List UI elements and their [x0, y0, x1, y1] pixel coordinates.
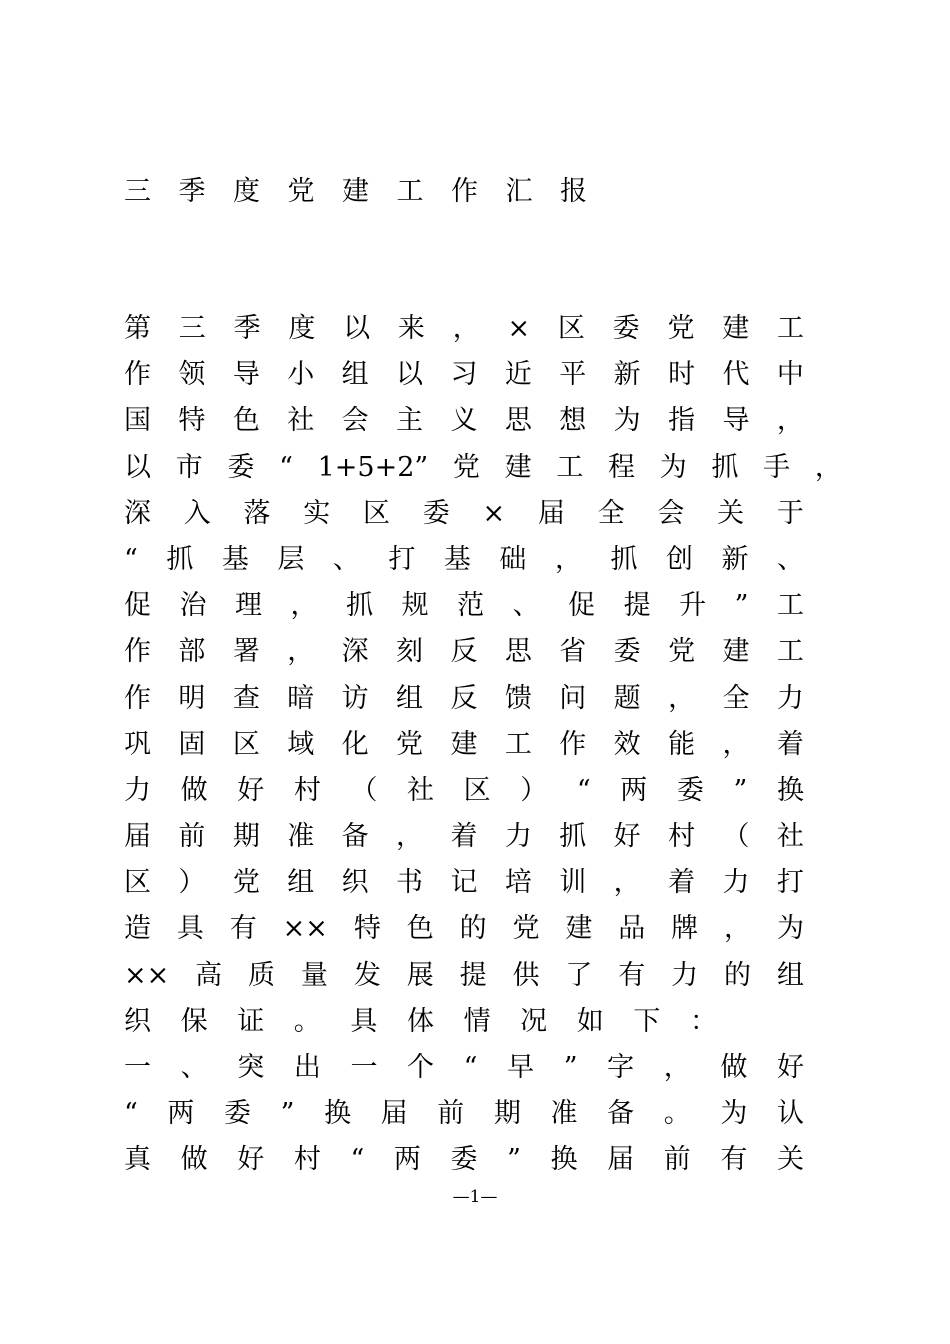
title-char: 作	[451, 176, 478, 207]
body-glyph: ，	[724, 913, 752, 945]
body-glyph: 色	[232, 405, 260, 437]
body-glyph: 做	[720, 1052, 748, 1083]
body-glyph: 力	[671, 959, 699, 991]
body-glyph: 量	[300, 959, 328, 991]
body-glyph: 织	[124, 1005, 151, 1037]
body-glyph: ，	[668, 682, 696, 714]
body-glyph: 为	[776, 913, 804, 945]
body-glyph: 工	[777, 590, 804, 622]
body-glyph: 义	[450, 405, 478, 437]
body-glyph: 促	[124, 590, 151, 622]
body-glyph: 做	[180, 774, 208, 806]
body-glyph: ，	[452, 313, 480, 344]
body-glyph: 况	[520, 1005, 548, 1037]
body-glyph: 作	[124, 359, 151, 391]
body-glyph: ）	[520, 774, 548, 806]
body-glyph: 发	[353, 959, 381, 991]
body-glyph: 访	[341, 682, 369, 714]
body-glyph: 工	[777, 313, 804, 344]
body-glyph: 化	[341, 728, 369, 760]
body-glyph: 真	[124, 1144, 151, 1176]
body-glyph: 届	[380, 1098, 408, 1130]
body-glyph: 造	[124, 913, 151, 945]
body-glyph: 工	[776, 636, 804, 668]
body-glyph: 供	[512, 959, 540, 991]
body-glyph: 导	[722, 405, 750, 437]
title-char: 三	[124, 176, 151, 207]
body-glyph: 暗	[287, 682, 315, 714]
body-glyph: 牌	[671, 913, 699, 945]
body-glyph: （	[350, 774, 378, 806]
body-glyph: 会	[657, 497, 685, 529]
body-glyph: 基	[221, 543, 249, 575]
body-glyph: 巩	[124, 728, 151, 760]
body-glyph: 领	[178, 359, 206, 391]
body-glyph: 想	[559, 405, 587, 437]
body-glyph: 培	[504, 867, 532, 899]
body-glyph: 党	[512, 913, 540, 945]
body-glyph: 区	[557, 313, 585, 344]
body-glyph: 1+5+2”	[317, 451, 429, 483]
body-glyph: 馈	[504, 682, 532, 714]
body-glyph: 具	[350, 1005, 378, 1037]
body-glyph: 着	[776, 728, 804, 760]
body-glyph: 一	[124, 1052, 151, 1083]
body-glyph: 会	[341, 405, 369, 437]
body-glyph: 深	[124, 497, 151, 529]
body-glyph: 导	[232, 359, 260, 391]
body-glyph: ×	[507, 313, 531, 344]
title-char: 报	[560, 176, 587, 207]
title-char: 度	[233, 176, 260, 207]
body-glyph: 问	[559, 682, 587, 714]
body-glyph: ，	[287, 636, 315, 668]
body-glyph: 着	[668, 867, 696, 899]
body-glyph: ”	[280, 1098, 295, 1130]
body-glyph: 。	[663, 1098, 691, 1130]
body-glyph: 思	[504, 405, 532, 437]
body-glyph: 组	[396, 682, 424, 714]
body-glyph: 村	[668, 821, 696, 853]
body-glyph: 国	[124, 405, 151, 437]
body-glyph: 抓	[610, 543, 638, 575]
body-glyph: 村	[293, 1144, 321, 1176]
body-glyph: 着	[450, 821, 478, 853]
body-glyph: 层	[277, 543, 305, 575]
body-glyph: 全	[722, 682, 750, 714]
body-glyph: 社	[407, 774, 435, 806]
body-glyph: 度	[288, 313, 316, 344]
body-glyph: 全	[597, 497, 625, 529]
body-glyph: 届	[537, 497, 565, 529]
body-glyph: 前	[437, 1098, 465, 1130]
body-glyph: ”	[507, 1144, 521, 1176]
body-glyph: 建	[722, 313, 750, 344]
body-glyph: 时	[668, 359, 696, 391]
body-glyph: 础	[499, 543, 527, 575]
body-glyph: 近	[504, 359, 532, 391]
body-glyph: 备	[341, 821, 369, 853]
body-glyph: 。	[293, 1005, 321, 1037]
body-glyph: 准	[287, 821, 315, 853]
body-glyph: 换	[324, 1098, 352, 1130]
body-glyph: 促	[568, 590, 596, 622]
body-glyph: ）	[178, 867, 206, 899]
body-glyph: 市	[175, 451, 203, 483]
body-glyph: 下	[633, 1005, 661, 1037]
body-glyph: 早	[507, 1052, 535, 1083]
body-glyph: 反	[450, 636, 478, 668]
body-line	[124, 1137, 804, 1183]
body-glyph: ，	[396, 821, 424, 853]
body-glyph: ：	[689, 1005, 717, 1037]
body-glyph: 、	[332, 543, 360, 575]
body-glyph: 期	[232, 821, 260, 853]
body-glyph: 作	[559, 728, 587, 760]
body-glyph: 以	[396, 359, 424, 391]
body-glyph: 小	[287, 359, 315, 391]
body-glyph: 固	[178, 728, 206, 760]
body-glyph: 保	[180, 1005, 208, 1037]
body-glyph: 升	[679, 590, 707, 622]
body-glyph: 一	[350, 1052, 378, 1083]
body-glyph: 指	[668, 405, 696, 437]
body-glyph: 两	[620, 774, 648, 806]
body-glyph: 委	[613, 636, 641, 668]
body-glyph: 组	[776, 959, 804, 991]
body-glyph: 区	[463, 774, 491, 806]
body-glyph: 质	[248, 959, 276, 991]
body-glyph: 好	[776, 1052, 804, 1083]
body-glyph: 委	[422, 497, 450, 529]
body-glyph: 抓	[166, 543, 194, 575]
body-glyph: 作	[124, 682, 151, 714]
body-glyph: 抓	[346, 590, 374, 622]
body-line	[124, 629, 804, 675]
body-glyph: 中	[776, 359, 804, 391]
body-glyph: 力	[776, 682, 804, 714]
body-glyph: 换	[550, 1144, 578, 1176]
body-line	[124, 676, 804, 722]
body-glyph: 有	[720, 1144, 748, 1176]
body-glyph: “	[576, 774, 591, 806]
body-glyph: “	[124, 543, 138, 575]
body-glyph: 为	[659, 451, 687, 483]
body-glyph: 提	[459, 959, 487, 991]
body-glyph: 认	[776, 1098, 804, 1130]
body-glyph: 党	[396, 728, 424, 760]
body-glyph: 于	[776, 497, 804, 529]
body-glyph: ，	[613, 867, 641, 899]
body-glyph: 手	[763, 451, 791, 483]
body-line	[124, 537, 804, 583]
body-glyph: 有	[618, 959, 646, 991]
body-glyph: ，	[722, 728, 750, 760]
body-glyph: 关	[776, 1144, 804, 1176]
body-glyph: 以	[124, 451, 151, 483]
body-glyph: 作	[124, 636, 151, 668]
body-glyph: 展	[406, 959, 434, 991]
body-glyph: ××	[124, 959, 170, 991]
body-glyph: 织	[341, 867, 369, 899]
body-glyph: 效	[613, 728, 641, 760]
body-glyph: 区	[124, 867, 151, 899]
body-glyph: 建	[504, 451, 532, 483]
body-glyph: （	[722, 821, 750, 853]
body-glyph: 社	[776, 821, 804, 853]
body-glyph: 打	[776, 867, 804, 899]
body-glyph: 前	[178, 821, 206, 853]
body-glyph: 两	[393, 1144, 421, 1176]
body-glyph: 社	[287, 405, 315, 437]
body-line	[124, 953, 804, 999]
body-glyph: 部	[178, 636, 206, 668]
body-glyph: ××	[282, 913, 328, 945]
body-glyph: 前	[663, 1144, 691, 1176]
body-glyph: 个	[407, 1052, 435, 1083]
body-glyph: 实	[303, 497, 331, 529]
body-glyph: 查	[232, 682, 260, 714]
body-glyph: 体	[406, 1005, 434, 1037]
body-glyph: 委	[450, 1144, 478, 1176]
body-glyph: 以	[343, 313, 371, 344]
document-body	[124, 306, 842, 1184]
body-glyph: 规	[401, 590, 429, 622]
title-char: 建	[342, 176, 369, 207]
body-glyph: 工	[556, 451, 584, 483]
body-glyph: 范	[457, 590, 485, 622]
body-line	[124, 722, 804, 768]
body-glyph: 区	[363, 497, 390, 529]
body-glyph: 关	[717, 497, 745, 529]
body-glyph: 治	[179, 590, 207, 622]
body-line	[124, 445, 842, 491]
body-glyph: ，	[776, 405, 804, 437]
body-glyph: 、	[180, 1052, 208, 1083]
body-glyph: 基	[443, 543, 471, 575]
body-glyph: 明	[178, 682, 206, 714]
body-glyph: 准	[550, 1098, 578, 1130]
body-glyph: 组	[287, 867, 315, 899]
body-glyph: 季	[233, 313, 261, 344]
body-glyph: ”	[733, 774, 748, 806]
body-line	[124, 906, 804, 952]
body-glyph: 建	[450, 728, 478, 760]
body-glyph: 委	[612, 313, 640, 344]
body-glyph: 打	[388, 543, 416, 575]
body-glyph: 三	[178, 313, 206, 344]
body-glyph: 力	[722, 867, 750, 899]
body-glyph: 反	[450, 682, 478, 714]
body-glyph: 村	[293, 774, 321, 806]
body-glyph: 理	[235, 590, 263, 622]
body-glyph: 具	[176, 913, 204, 945]
body-glyph: 为	[720, 1098, 748, 1130]
body-glyph: 署	[232, 636, 260, 668]
document-title	[124, 172, 644, 212]
body-glyph: 建	[565, 913, 593, 945]
body-glyph: 如	[576, 1005, 604, 1037]
body-glyph: 特	[178, 405, 206, 437]
body-glyph: “	[124, 1098, 138, 1130]
body-glyph: 高	[195, 959, 223, 991]
body-glyph: 题	[613, 682, 641, 714]
body-glyph: 提	[623, 590, 651, 622]
body-glyph: 证	[237, 1005, 265, 1037]
body-glyph: 委	[224, 1098, 252, 1130]
body-glyph: 好	[613, 821, 641, 853]
body-glyph: “	[350, 1144, 365, 1176]
body-glyph: 平	[559, 359, 587, 391]
body-glyph: 好	[237, 1144, 265, 1176]
body-line	[124, 306, 804, 352]
body-glyph: 党	[232, 867, 260, 899]
body-glyph: 了	[565, 959, 593, 991]
body-glyph: ，	[290, 590, 318, 622]
body-glyph: 届	[607, 1144, 635, 1176]
body-glyph: 组	[341, 359, 369, 391]
body-glyph: 党	[667, 313, 695, 344]
body-line	[124, 814, 804, 860]
body-glyph: 训	[559, 867, 587, 899]
body-glyph: 备	[607, 1098, 635, 1130]
body-glyph: 党	[452, 451, 480, 483]
title-char: 汇	[505, 176, 533, 207]
body-glyph: ，	[814, 451, 842, 483]
body-glyph: 建	[722, 636, 750, 668]
body-line	[124, 352, 804, 398]
body-glyph: 习	[450, 359, 478, 391]
body-glyph: 党	[668, 636, 696, 668]
body-line	[124, 768, 804, 814]
body-glyph: 期	[493, 1098, 521, 1130]
body-glyph: 的	[459, 913, 487, 945]
body-glyph: 书	[396, 867, 424, 899]
body-glyph: 届	[124, 821, 151, 853]
body-glyph: 出	[293, 1052, 321, 1083]
body-glyph: 深	[341, 636, 369, 668]
body-glyph: 品	[618, 913, 646, 945]
body-line	[124, 860, 804, 906]
page-number: —1—	[452, 1187, 498, 1207]
body-glyph: 委	[227, 451, 255, 483]
body-glyph: 主	[396, 405, 424, 437]
body-glyph: 创	[665, 543, 693, 575]
body-glyph: 字	[607, 1052, 635, 1083]
body-glyph: 力	[124, 774, 151, 806]
body-line	[124, 999, 804, 1045]
body-glyph: 情	[463, 1005, 491, 1037]
body-glyph: 、	[512, 590, 540, 622]
body-line	[124, 491, 804, 537]
body-glyph: “	[463, 1052, 478, 1083]
body-glyph: ”	[563, 1052, 578, 1083]
body-glyph: 刻	[396, 636, 424, 668]
body-glyph: ”	[734, 590, 749, 622]
body-glyph: 第	[124, 313, 151, 344]
body-glyph: 工	[504, 728, 532, 760]
body-glyph: 域	[287, 728, 315, 760]
title-char: 季	[178, 176, 206, 207]
body-glyph: 有	[229, 913, 257, 945]
body-glyph: 色	[406, 913, 434, 945]
body-line	[124, 398, 804, 444]
body-glyph: ×	[482, 497, 506, 529]
title-char: 工	[396, 176, 424, 207]
body-glyph: 力	[504, 821, 532, 853]
body-glyph: 做	[180, 1144, 208, 1176]
body-glyph: 、	[777, 543, 804, 575]
body-glyph: 两	[167, 1098, 195, 1130]
body-glyph: 为	[613, 405, 641, 437]
body-glyph: 来	[397, 313, 425, 344]
body-glyph: 新	[721, 543, 749, 575]
body-glyph: 思	[504, 636, 532, 668]
body-glyph: 入	[183, 497, 211, 529]
title-char: 党	[287, 176, 315, 207]
body-glyph: 能	[668, 728, 696, 760]
body-glyph: 区	[232, 728, 260, 760]
body-glyph: 特	[353, 913, 381, 945]
body-glyph: ，	[554, 543, 582, 575]
body-glyph: 抓	[711, 451, 739, 483]
body-line	[124, 1091, 804, 1137]
body-line	[124, 583, 804, 629]
body-glyph: 新	[613, 359, 641, 391]
body-line	[124, 1045, 804, 1091]
body-glyph: 突	[237, 1052, 265, 1083]
body-glyph: 的	[724, 959, 752, 991]
body-glyph: 换	[776, 774, 804, 806]
body-glyph: 好	[237, 774, 265, 806]
body-glyph: 代	[722, 359, 750, 391]
body-glyph: 记	[450, 867, 478, 899]
body-glyph: 落	[243, 497, 271, 529]
body-glyph: ，	[663, 1052, 691, 1083]
body-glyph: 抓	[559, 821, 587, 853]
body-glyph: 委	[676, 774, 704, 806]
body-glyph: 程	[608, 451, 636, 483]
body-glyph: “	[279, 451, 293, 483]
body-glyph: 省	[559, 636, 587, 668]
